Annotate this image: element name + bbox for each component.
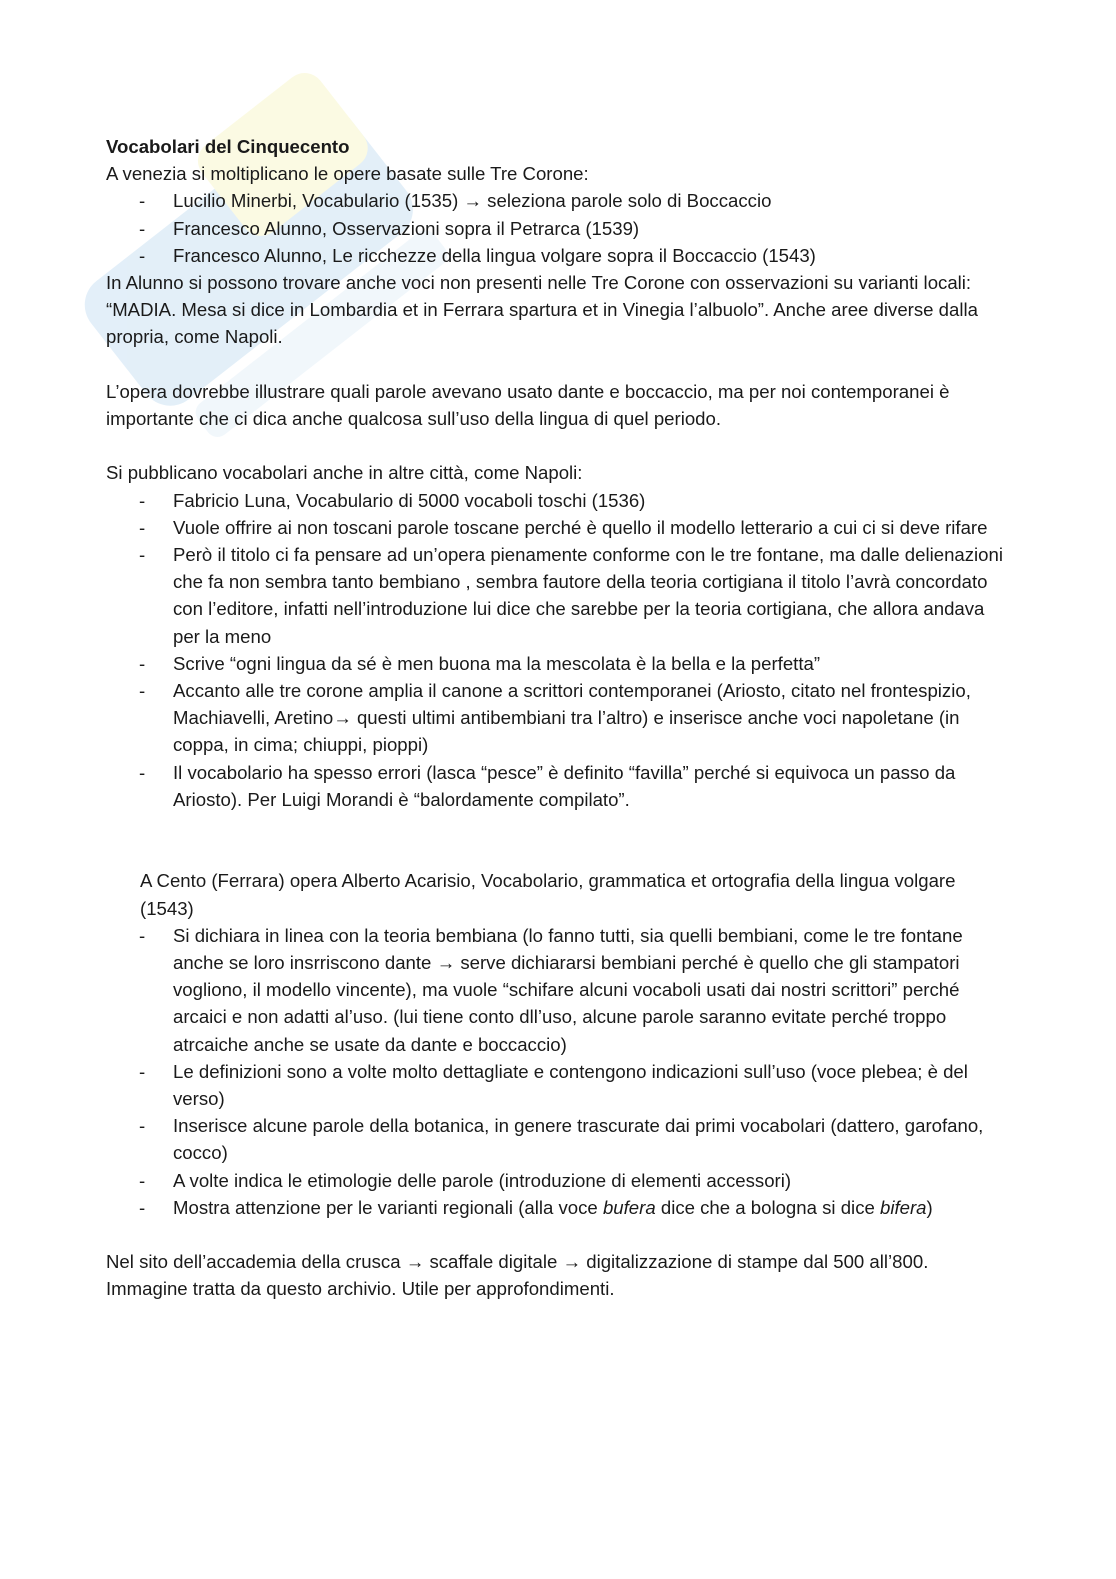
- paragraph-crusca: Nel sito dell’accademia della crusca → scaffale digitale → digitalizzazione di stampe dal 500 all’800.: [106, 1251, 929, 1273]
- list-item: - Si dichiara in linea con la teoria bembiana (lo fanno tutti, sia quelli bembiani, come le tre fontane anche se loro insrriscono dante → serve dichiararsi bembiani perché è quello che gli stampatori vogliono, il modello vincente), ma vuole “schifare alcuni vocaboli usati dai nostri scrittori” perché arcaici e non adatti al’uso. (lui tiene conto dll’uso, alcune parole saranno evitate perché troppo atrcaiche anche se usate da dante e boccaccio): [139, 924, 963, 1055]
- document-body: [106, 133, 1006, 1303]
- list-item: - Scrive “ogni lingua da sé è men buona ma la mescolata è la bella e la perfetta”: [139, 652, 821, 674]
- list-item: - A volte indica le etimologie delle parole (introduzione di elementi accessori): [139, 1169, 792, 1191]
- list-item: - Vuole offrire ai non toscani parole toscane perché è quello il modello letterario a cui ci si deve rifare: [139, 516, 988, 538]
- document-title: Vocabolari del Cinquecento: [106, 136, 350, 157]
- list-napoli: [106, 487, 1006, 813]
- list-item: - Mostra attenzione per le varianti regionali (alla voce bufera dice che a bologna si dice bifera): [139, 1196, 933, 1218]
- paragraph-venezia: A venezia si moltiplicano le opere basate sulle Tre Corone:: [106, 163, 589, 185]
- list-item: - Però il titolo ci fa pensare ad un’opera pienamente conforme con le tre fontane, ma dalle delienazioni che fa non sembra tanto bembiano , sembra fautore della teoria cortigiana il titolo l’avrà concordato con l’editore, infatti nell’introduzione lui dice che sarebbe per la teoria cortigiana, che allora andava per la meno: [139, 544, 1004, 647]
- paragraph-immagine: Immagine tratta da questo archivio. Utile per approfondimenti.: [106, 1278, 615, 1300]
- list-item: - Fabricio Luna, Vocabulario di 5000 vocaboli toschi (1536): [139, 489, 646, 511]
- list-item: - Il vocabolario ha spesso errori (lasca “pesce” è definito “favilla” perché si equivoca un passo da Ariosto). Per Luigi Morandi è “balordamente compilato”.: [139, 761, 956, 810]
- paragraph-opera: L’opera dovrebbe illustrare quali parole avevano usato dante e boccaccio, ma per noi contemporanei è importante che ci dica anche qualcosa sull’uso della lingua di quel periodo.: [106, 380, 950, 430]
- list-item: - Francesco Alunno, Le ricchezze della lingua volgare sopra il Boccaccio (1543): [139, 244, 816, 266]
- list-venezia: [106, 187, 1006, 269]
- list-item: - Lucilio Minerbi, Vocabulario (1535) → seleziona parole solo di Boccaccio: [139, 190, 772, 212]
- paragraph-cento: A Cento (Ferrara) opera Alberto Acarisio, Vocabolario, grammatica et ortografia della lingua volgare (1543): [140, 870, 956, 919]
- list-item: - Inserisce alcune parole della botanica, in genere trascurate dai primi vocabolari (dattero, garofano, cocco): [139, 1115, 984, 1164]
- list-cento: [106, 922, 1006, 1221]
- list-item: - Accanto alle tre corone amplia il canone a scrittori contemporanei (Ariosto, citato nel frontespizio, Machiavelli, Aretino→ questi ultimi antibembiani tra l’altro) e inserisce anche voci napoletane (in coppa, in cima; chiuppi, pioppi): [139, 680, 971, 756]
- list-item: - Le definizioni sono a volte molto dettagliate e contengono indicazioni sull’uso (voce plebea; è del verso): [139, 1060, 968, 1110]
- paragraph-alunno: In Alunno si possono trovare anche voci non presenti nelle Tre Corone con osservazioni su varianti locali: “MADIA. Mesa si dice in Lombardia et in Ferrara spartura et in Vinegia l’albuolo”. Anche aree diverse dalla propria, come Napoli.: [106, 272, 978, 348]
- list-item: - Francesco Alunno, Osservazioni sopra il Petrarca (1539): [139, 217, 640, 239]
- paragraph-napoli: Si pubblicano vocabolari anche in altre città, come Napoli:: [106, 462, 583, 484]
